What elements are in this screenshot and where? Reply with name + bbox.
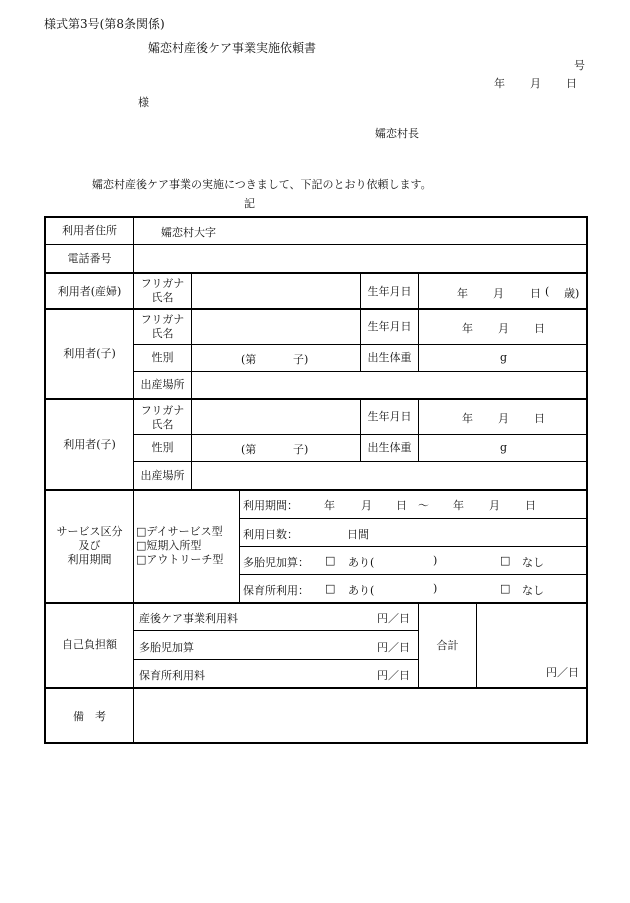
child1-furigana-label: フリガナ xyxy=(140,313,185,326)
fee-postnatal-unit: 円／日 xyxy=(377,612,410,625)
date-month-label: 月 xyxy=(530,77,541,90)
child2-birthplace-label: 出産場所 xyxy=(140,469,185,482)
child1-day: 日 xyxy=(534,322,545,335)
multi-yes-checkbox[interactable]: □ xyxy=(325,554,336,567)
child1-birthplace-label: 出産場所 xyxy=(140,378,185,391)
nursery-yes-close: ) xyxy=(433,582,438,595)
child2-furigana-label: フリガナ xyxy=(140,404,185,417)
period-start-month: 月 xyxy=(361,499,372,512)
period-start-day: 日 xyxy=(396,499,407,512)
period-end-day: 日 xyxy=(525,499,536,512)
mother-label: 利用者(産婦) xyxy=(57,285,122,298)
fee-multi-label: 多胎児加算 xyxy=(139,641,194,654)
child1-sex-label: 性別 xyxy=(151,351,174,364)
child1-month: 月 xyxy=(498,322,509,335)
child1-weight-label: 出生体重 xyxy=(367,351,412,364)
multi-no-label: なし xyxy=(522,556,544,569)
child1-year: 年 xyxy=(462,322,473,335)
child2-day: 日 xyxy=(534,412,545,425)
request-form-table xyxy=(44,216,588,744)
nursery-label: 保育所利用： xyxy=(243,584,309,597)
child2-weight-label: 出生体重 xyxy=(367,441,412,454)
mother-furigana-label: フリガナ xyxy=(140,277,185,290)
child1-name-label: 氏名 xyxy=(151,327,174,340)
multi-birth-label: 多胎児加算： xyxy=(243,556,309,569)
period-end-month: 月 xyxy=(489,499,500,512)
child2-gram: g xyxy=(500,441,508,454)
child1-gram: g xyxy=(500,351,508,364)
service-option-outreach[interactable]: □アウトリーチ型 xyxy=(136,553,224,566)
period-end-year: 年 xyxy=(453,499,464,512)
nursery-no-label: なし xyxy=(522,584,544,597)
date-day-label: 日 xyxy=(566,77,577,90)
period-start-year: 年 xyxy=(324,499,335,512)
intro-text: 孀恋村産後ケア事業の実施につきまして、下記のとおり依頼します。 xyxy=(92,178,432,191)
fee-multi-unit: 円／日 xyxy=(377,641,410,654)
mother-year: 年 xyxy=(457,287,468,300)
child1-order-open: (第 xyxy=(241,353,257,366)
service-label-line1: サービス区分 xyxy=(56,525,123,538)
multi-yes-label: あり( xyxy=(348,556,375,569)
recipient-suffix: 様 xyxy=(138,96,149,109)
address-label: 利用者住所 xyxy=(62,224,117,237)
nursery-yes-checkbox[interactable]: □ xyxy=(325,582,336,595)
nursery-yes-label: あり( xyxy=(348,584,375,597)
ki-label: 記 xyxy=(244,197,255,210)
period-label: 利用期間： xyxy=(243,499,298,512)
child2-birthdate-label: 生年月日 xyxy=(367,410,412,423)
service-label-line3: 利用期間 xyxy=(67,553,112,566)
days-label: 利用日数： xyxy=(243,528,298,541)
document-title: 孀恋村産後ケア事業実施依頼書 xyxy=(148,41,317,55)
child2-name-label: 氏名 xyxy=(151,418,174,431)
child1-birthdate-label: 生年月日 xyxy=(367,320,412,333)
child1-order-close: 子) xyxy=(293,353,309,366)
mother-name-label: 氏名 xyxy=(151,291,174,304)
period-tilde: ～ xyxy=(418,499,429,512)
fee-postnatal-label: 産後ケア事業利用料 xyxy=(139,612,238,625)
mother-day: 日 xyxy=(530,287,541,300)
child2-month: 月 xyxy=(498,412,509,425)
days-unit: 日間 xyxy=(347,528,369,541)
child1-label: 利用者(子) xyxy=(63,347,116,360)
fee-nursery-label: 保育所利用料 xyxy=(139,669,205,682)
mother-month: 月 xyxy=(493,287,504,300)
child2-year: 年 xyxy=(462,412,473,425)
service-option-short-stay[interactable]: □短期入所型 xyxy=(136,539,202,552)
child2-label: 利用者(子) xyxy=(63,438,116,451)
total-unit: 円／日 xyxy=(546,666,579,679)
form-number: 様式第3号(第8条関係) xyxy=(44,17,165,31)
nursery-no-checkbox[interactable]: □ xyxy=(500,582,511,595)
mother-age-open: ( xyxy=(545,285,550,298)
service-label-line2: 及び xyxy=(78,539,101,552)
date-year-label: 年 xyxy=(494,77,505,90)
child2-order-open: (第 xyxy=(241,443,257,456)
remarks-label: 備 考 xyxy=(73,710,106,723)
child2-order-close: 子) xyxy=(293,443,309,456)
total-label: 合計 xyxy=(436,639,459,652)
child2-sex-label: 性別 xyxy=(151,441,174,454)
multi-yes-close: ) xyxy=(433,554,438,567)
fee-nursery-unit: 円／日 xyxy=(377,669,410,682)
mother-age-close: 歳) xyxy=(564,287,580,300)
phone-label: 電話番号 xyxy=(67,252,112,265)
issuer-name: 孀恋村長 xyxy=(375,127,419,140)
mother-birthdate-label: 生年月日 xyxy=(367,285,412,298)
copay-label: 自己負担額 xyxy=(62,638,117,651)
multi-no-checkbox[interactable]: □ xyxy=(500,554,511,567)
service-option-day[interactable]: □デイサービス型 xyxy=(136,525,223,538)
number-label: 号 xyxy=(574,59,585,72)
address-value[interactable]: 孀恋村大字 xyxy=(161,226,216,239)
